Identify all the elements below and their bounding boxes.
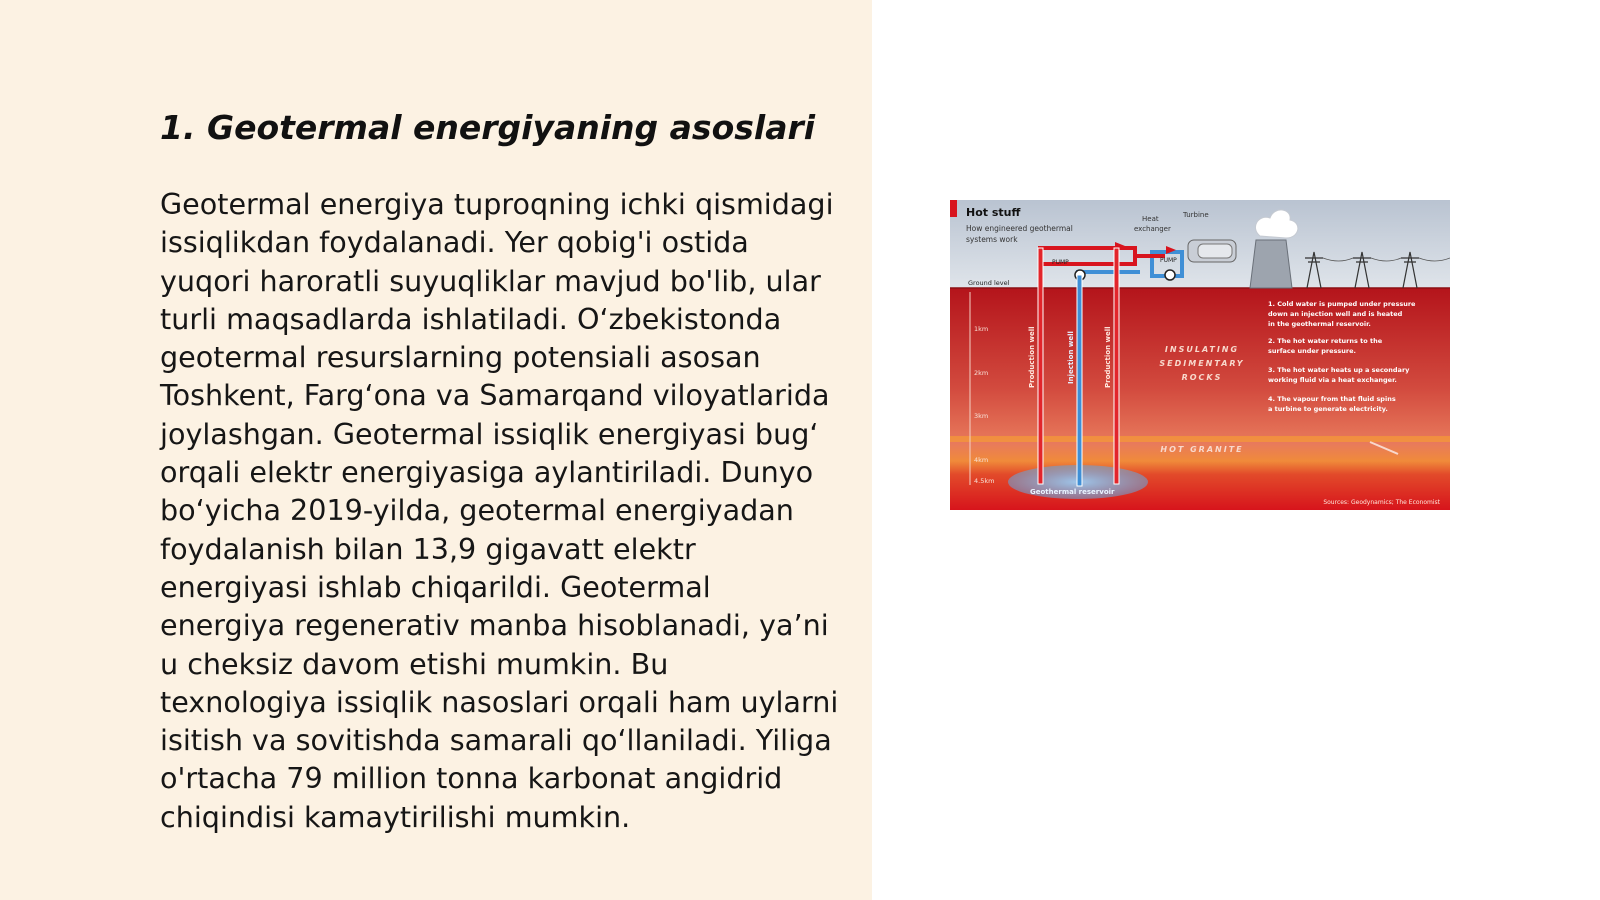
title-marker <box>950 200 957 217</box>
turbine-label: Turbine <box>1183 211 1209 219</box>
geothermal-diagram <box>950 200 1450 510</box>
depth-tick-label: 4km <box>974 456 989 464</box>
reservoir-label: Geothermal reservoir <box>1030 488 1115 496</box>
pump-left-label: PUMP <box>1052 259 1069 266</box>
ground-level-label: Ground level <box>968 279 1010 287</box>
step-4-line-1: 4. The vapour from that fluid spins <box>1268 395 1396 403</box>
rocks-label-2: SEDIMENTARY <box>1159 359 1245 368</box>
production-well-right <box>1114 248 1119 484</box>
production-well-left <box>1038 248 1043 484</box>
pump-right-label: PUMP <box>1160 257 1177 264</box>
rocks-label-1: INSULATING <box>1164 345 1240 354</box>
depth-tick-label: 4.5km <box>974 477 995 485</box>
step-2-line-1: 2. The hot water returns to the <box>1268 337 1383 345</box>
injection-well-label: Injection well <box>1067 331 1075 384</box>
production-well-left-label: Production well <box>1028 326 1036 388</box>
figure-source: Sources: Geodynamics; The Economist <box>1323 499 1440 506</box>
slide-body-text: Geotermal energiya tuproqning ichki qismidagi issiqlikdan foydalanadi. Yer qobig'i ostida yuqori haroratli suyuqliklar mavjud bo'lib, ular turli maqsadlarda ishlatiladi. O‘zbekistonda geotermal resurslarning potensiali asosan Toshkent, Farg‘ona va Samarqand viloyatlarida joylashgan. Geotermal issiqlik energiyasi bug‘ orqali elektr energiyasiga aylantiriladi. Dunyo bo‘yicha 2019-yilda, geotermal energiyadan foydalanish bilan 13,9 gigavatt elektr energiyasi ishlab chiqarildi. Geotermal energiya regenerativ manba hisoblanadi, ya’ni u cheksiz davom etishi mumkin. Bu texnologiya issiqlik nasoslari orqali ham uylarni isitish va sovitishda samarali qo‘llaniladi. Yiliga o'rtacha 79 million tonna karbonat angidrid chiqindisi kamaytirilishi mumkin. <box>160 187 839 834</box>
step-1-line-2: down an injection well and is heated <box>1268 310 1403 318</box>
figure-subtitle-1: How engineered geothermal <box>966 224 1073 233</box>
geothermal-diagram-svg <box>950 200 1450 510</box>
slide-title: 1. Geotermal energiyaning asoslari <box>160 108 816 147</box>
heat-exchanger-label-2: exchanger <box>1134 225 1171 233</box>
step-3-line-1: 3. The hot water heats up a secondary <box>1268 366 1410 374</box>
hot-granite-label: HOT GRANITE <box>1160 445 1244 454</box>
step-1-line-1: 1. Cold water is pumped under pressure <box>1268 300 1416 308</box>
figure-subtitle-2: systems work <box>966 235 1018 244</box>
injection-well <box>1077 275 1082 486</box>
granite-boundary <box>950 436 1450 442</box>
heat-exchanger-label-1: Heat <box>1142 215 1159 223</box>
step-1-line-3: in the geothermal reservoir. <box>1268 320 1371 328</box>
rocks-label-3: ROCKS <box>1181 373 1223 382</box>
depth-tick-label: 2km <box>974 369 989 377</box>
step-3-line-2: working fluid via a heat exchanger. <box>1268 376 1397 384</box>
production-well-right-label: Production well <box>1104 326 1112 388</box>
depth-tick-label: 1km <box>974 325 989 333</box>
figure-title: Hot stuff <box>966 206 1021 219</box>
step-2-line-2: surface under pressure. <box>1268 347 1356 355</box>
cooling-tower-icon <box>1250 240 1292 288</box>
pump-right-icon <box>1165 270 1175 280</box>
depth-tick-label: 3km <box>974 412 989 420</box>
step-4-line-2: a turbine to generate electricity. <box>1268 405 1388 413</box>
